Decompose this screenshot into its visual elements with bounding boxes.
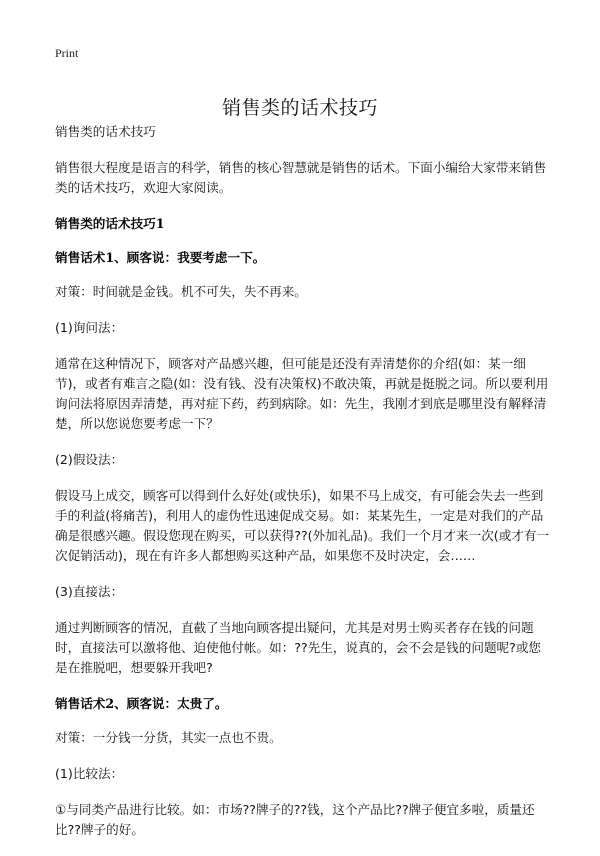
script-heading-2: 销售话术2、顾客说：太贵了。 — [55, 696, 228, 711]
intro-paragraph: 销售很大程度是语言的科学，销售的核心智慧就是销售的话术。下面小编给大家带来销售类的话术技巧，欢迎大家阅读。 — [55, 160, 547, 195]
countermeasure-2: 对策：一分钱一分货，其实一点也不贵。 — [55, 730, 282, 745]
print-link[interactable]: Print — [55, 46, 79, 60]
section-heading-1: 销售类的话术技巧1 — [55, 216, 165, 231]
article-body — [55, 122, 553, 856]
method-1-body: 通常在这种情况下，顾客对产品感兴趣，但可能是还没有弄清楚你的介绍(如：某一细节)，或者有难言之隐(如：没有钱、没有决策权)不敢决策，再就是挺脱之词。所以要利用询问法将原因弄清楚，再对症下药，药到病除。如：先生，我刚才到底是哪里没有解释清楚，所以您说您要考虑一下？ — [55, 356, 549, 431]
countermeasure-1: 对策：时间就是金钱。机不可失，失不再来。 — [55, 284, 307, 299]
method-2-label: (2)假设法： — [55, 452, 124, 467]
method-3-body: 通过判断顾客的情况，直截了当地向顾客提出疑问，尤其是对男士购买者存在钱的问题时，直接法可以激将他、迫使他付帐。如：??先生，说真的，会不会是钱的问题呢?或您是在推脱吧，想要躲开我吧? — [55, 620, 542, 675]
method-3-label: (3)直接法： — [55, 584, 124, 599]
method-1-label: (1)询问法： — [55, 320, 124, 335]
page-title: 销售类的话术技巧 — [221, 96, 378, 119]
method-4-body: ①与同类产品进行比较。如：市场??牌子的??钱，这个产品比??牌子便宜多啦，质量还比??牌子的好。 — [55, 802, 535, 837]
script-heading-1: 销售话术1、顾客说：我要考虑一下。 — [55, 250, 266, 265]
subtitle-line: 销售类的话术技巧 — [55, 124, 156, 139]
method-2-body: 假设马上成交，顾客可以得到什么好处(或快乐)，如果不马上成交，有可能会失去一些到手的利益(将痛苦)，利用人的虚伪性迅速促成交易。如：某某先生，一定是对我们的产品确是很感兴趣。假设您现在购买，可以获得??(外加礼品)。我们一个月才来一次(或才有一次促销活动)，现在有许多人都想购买这种产品，如果您不及时决定，会…… — [55, 488, 550, 563]
method-4-label: (1)比较法： — [55, 766, 124, 781]
